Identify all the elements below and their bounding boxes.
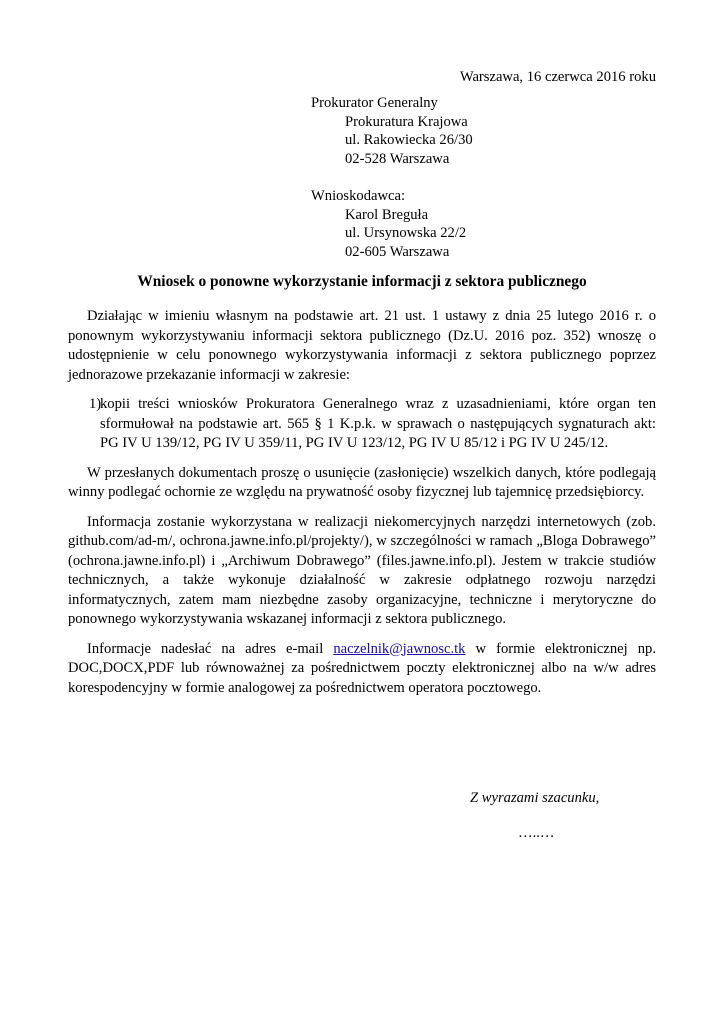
list-item-number: 1) <box>89 396 102 412</box>
list-item-text: kopii treści wniosków Prokuratora Generalnego wraz z uzasadnieniami, które organ ten sformułował na podstawie art. 565 § 1 K.p.k. w sprawach o następujących sygnaturach akt: PG IV U 139/12, PG IV U 359/11, PG IV U 123/12, PG IV U 85/12 i PG IV U 245/12. <box>100 396 656 451</box>
applicant-line: Karol Breguła <box>345 206 429 223</box>
applicant-label: Wnioskodawca: <box>311 188 406 204</box>
anonymization-paragraph: W przesłanych dokumentach proszę o usunięcie (zasłonięcie) wszelkich danych, które podlegają winny podlegać ochornie ze względu na prywatność osoby fizycznej lub tajemnicę przedsiębiorcy. <box>68 464 656 500</box>
applicant-line: ul. Ursynowska 22/2 <box>345 225 467 241</box>
date-line: Warszawa, 16 czerwca 2016 roku <box>459 69 656 85</box>
email-link[interactable]: naczelnik@jawnosc.tk <box>333 640 466 657</box>
intro-paragraph: Działając w imieniu własnym na podstawie art. 21 ust. 1 ustawy z dnia 25 lutego 2016 r. o ponownym wykorzystywaniu informacji sektora publicznego (Dz.U. 2016 poz. 352) wnoszę o udostępnienie w celu ponownego wykorzystywania informacji z sektora publicznego poprzez jednorazowe przekazanie informacji w zakresie: <box>68 308 656 383</box>
applicant-address <box>311 187 466 261</box>
recipient-address <box>311 94 473 168</box>
delivery-text-before: Informacje nadesłać na adres e-mail <box>87 640 334 657</box>
letter-body <box>68 307 656 708</box>
signature-placeholder: …..… <box>518 825 555 841</box>
applicant-line: 02-605 Warszawa <box>345 243 450 260</box>
delivery-paragraph <box>68 640 656 699</box>
recipient-line: Prokuratura Krajowa <box>345 113 468 130</box>
document-title: Wniosek o ponowne wykorzystanie informacji z sektora publicznego <box>137 273 587 290</box>
recipient-line: ul. Rakowiecka 26/30 <box>345 132 473 148</box>
delivery-text-after: w formie elektronicznej np. DOC,DOCX,PDF lub równoważnej za pośrednictwem poczty elektronicznej albo na w/w adres korespodencyjny w formie analogowej za pośrednictwem operatora pocztowego. <box>68 640 656 696</box>
recipient-name: Prokurator Generalny <box>311 95 438 111</box>
list-item <box>68 395 656 454</box>
closing-phrase: Z wyrazami szacunku, <box>470 790 600 806</box>
recipient-line: 02-528 Warszawa <box>345 150 450 167</box>
usage-paragraph: Informacja zostanie wykorzystana w realizacji niekomercyjnych narzędzi internetowych (zob. github.com/ad-m/, ochrona.jawne.info.pl/projekty/), w szczególności w ramach „Bloga Dobrawego” (ochrona.jawne.info.pl) i „Archiwum Dobrawego” (files.jawne.info.pl). Jestem w trakcie studiów technicznych, a także wykonuje działalność w zakresie odpłatnego rozwoju narzędzi informatycznych, zatem mam niezbędne zasoby organizacyjne, techniczne i merytoryczne do ponownego wykorzystywania wskazanej informacji z sektora publicznego. <box>68 513 656 627</box>
